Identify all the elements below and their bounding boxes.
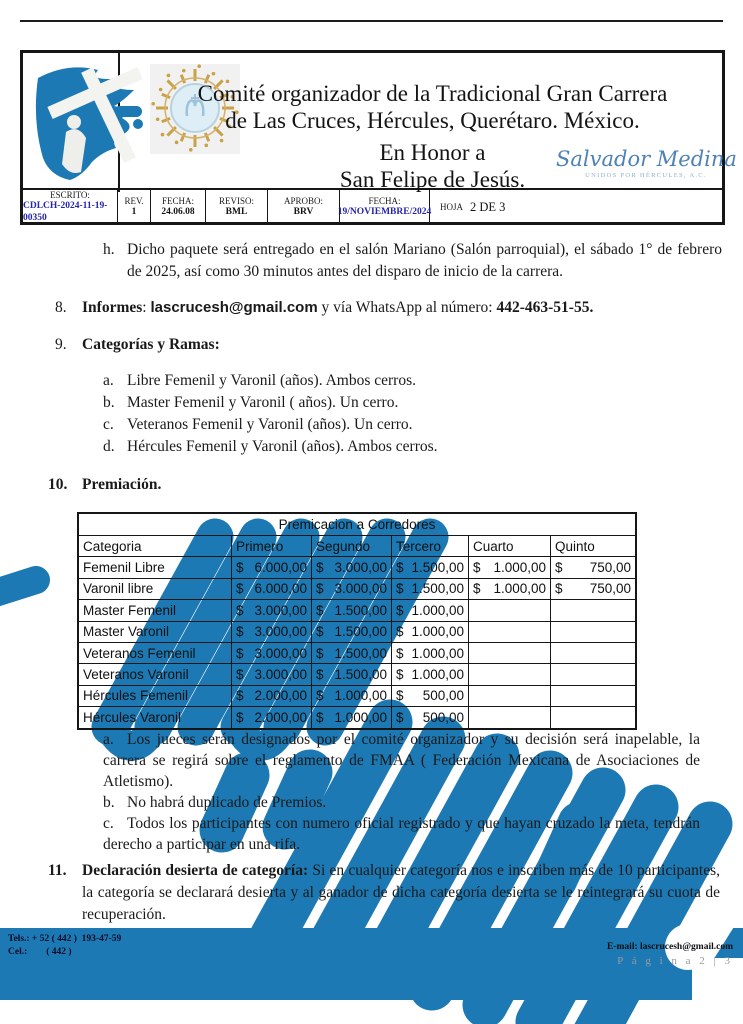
clause-11-marker: 11. [48,862,67,879]
currency-symbol: $ [316,709,324,725]
las-cruces-logo-icon [28,60,146,186]
note-item-marker: c. [103,815,114,832]
category-item-text: Libre Femenil y Varonil (años). Ambos cerros. [127,372,416,389]
informes-sep: : [142,299,151,316]
prize-table-row [79,643,635,664]
clause-10-marker: 10. [48,476,68,493]
clause-11-body: Si en cualquier categoría nos e inscriben más de 10 participantes, la categoría se declarará desierta y al ganador de dicha categoría desierta se le reintegrará su cuota de recuperación. [82,862,720,923]
meta-label: FECHA: [161,195,194,206]
amount-cell [551,600,635,621]
prize-table-row [79,579,635,600]
amount-cell [232,686,312,707]
prize-table-header-row [79,536,635,557]
amount-value: 6.000,00 [254,581,307,597]
note-item-text: Los jueces serán designados por el comité organizador y su decisión será inapelable, la carrera se regirá sobre el reglamento de FMAA ( Federación Mexicana de Asociaciones de Atletismo). [103,731,700,790]
currency-symbol: $ [236,667,244,683]
currency-symbol: $ [396,645,404,661]
prize-table-row [79,686,635,707]
clause-9 [55,334,455,356]
prize-table-row [79,664,635,685]
categories-list [103,370,663,458]
note-item [103,813,700,855]
currency-symbol: $ [236,624,244,640]
amount-cell [392,557,469,578]
amount-value: 2.000,00 [254,688,307,704]
amount-cell [232,622,312,643]
amount-cell [392,622,469,643]
amount-value: 1.000,00 [334,709,387,725]
amount-value: 1.000,00 [411,624,464,640]
amount-cell [392,600,469,621]
footer-email: E-mail: lascrucesh@gmail.com [607,942,733,952]
category-cell: Veteranos Varonil [79,664,232,685]
amount-cell [551,579,635,600]
signature-name: Salvador Medina [556,147,737,171]
column-header: Categoria [79,536,232,557]
amount-cell [469,622,551,643]
clause-10 [48,474,348,496]
amount-value: 750,00 [589,581,631,597]
amount-value: 3.000,00 [254,624,307,640]
amount-value: 1.000,00 [493,560,546,576]
clause-11 [48,860,720,926]
category-item-text: Veteranos Femenil y Varonil (años). Un cerro. [127,416,413,433]
category-item [103,392,663,414]
amount-cell [392,664,469,685]
currency-symbol: $ [316,688,324,704]
prize-table-row [79,557,635,578]
note-item-marker: a. [103,731,114,748]
category-cell: Hércules Varonil [79,707,232,727]
amount-cell [312,557,392,578]
amount-value: 1.500,00 [334,624,387,640]
category-item-text: Hércules Femenil y Varonil (años). Ambos cerros. [127,438,438,455]
title-line-3: En Honor a [379,140,486,165]
amount-value: 6.000,00 [254,560,307,576]
amount-cell [312,622,392,643]
amount-value: 3.000,00 [254,645,307,661]
currency-symbol: $ [396,581,404,597]
column-header: Quinto [551,536,635,557]
column-header: Primero [232,536,312,557]
currency-symbol: $ [236,709,244,725]
amount-cell [551,686,635,707]
clause-h-marker: h. [103,241,115,258]
signature-subtitle: UNIDOS POR HÉRCULES, A.C. [585,172,707,179]
amount-cell [469,707,551,727]
note-item [103,729,700,792]
prize-table-row [79,600,635,621]
category-item-marker: c. [103,416,114,433]
amount-cell [232,600,312,621]
meta-cell-0 [23,190,118,225]
currency-symbol: $ [396,560,404,576]
note-item-text: No habrá duplicado de Premios. [127,794,327,811]
currency-symbol: $ [316,667,324,683]
meta-value: 2 DE 3 [470,199,506,214]
amount-value: 3.000,00 [254,602,307,618]
prize-table-title: Premicacion a Corredores [79,514,635,536]
meta-cell-3 [206,190,268,225]
amount-cell [232,707,312,727]
footer-page-number: P á g i n a 2 | 3 [617,955,733,967]
amount-cell [392,643,469,664]
currency-symbol: $ [473,581,481,597]
meta-label: ESCRITO: [50,190,90,200]
amount-value: 1.000,00 [493,581,546,597]
category-item-marker: d. [103,438,115,455]
top-rule [20,20,723,22]
meta-value: BRV [293,207,314,218]
amount-cell [551,643,635,664]
amount-cell [469,686,551,707]
meta-label: REVISO: [218,195,254,206]
meta-label: APROBO: [283,195,323,206]
currency-symbol: $ [396,709,404,725]
amount-cell [232,643,312,664]
amount-cell [469,643,551,664]
amount-value: 1.500,00 [411,560,464,576]
clause-8-marker: 8. [55,299,67,316]
clause-11-text [82,860,720,926]
currency-symbol: $ [396,688,404,704]
contact-phone: 442-463-51-55. [496,299,594,316]
currency-symbol: $ [396,602,404,618]
amount-value: 1.000,00 [411,667,464,683]
currency-symbol: $ [236,688,244,704]
amount-value: 1.500,00 [334,645,387,661]
meta-cell-5 [337,190,432,225]
amount-value: 1.000,00 [411,645,464,661]
title-line-4: San Felipe de Jesús. [339,167,526,192]
meta-label: REV. [124,195,144,206]
footer-cel: Cel.: ( 442 ) [8,947,72,957]
whatsapp-text: y vía WhatsApp al número: [317,299,497,316]
amount-value: 1.000,00 [411,602,464,618]
amount-cell [469,600,551,621]
currency-symbol: $ [316,560,324,576]
clause-h [100,239,722,283]
column-header: Tercero [392,536,469,557]
category-item [103,370,663,392]
clause-9-title: Categorías y Ramas: [82,336,220,353]
prize-table-row [79,707,635,727]
category-item-marker: b. [103,394,115,411]
footer-phones [8,933,121,959]
amount-value: 3.000,00 [334,581,387,597]
amount-cell [232,579,312,600]
currency-symbol: $ [555,560,563,576]
clause-8-text [82,297,715,319]
amount-value: 1.500,00 [411,581,464,597]
footer [0,928,743,1000]
amount-cell [551,664,635,685]
amount-cell [551,707,635,727]
currency-symbol: $ [236,645,244,661]
amount-cell [392,707,469,727]
meta-value: 1 [131,207,137,218]
currency-symbol: $ [236,581,244,597]
meta-value: CDLCH-2024-11-19-00350 [23,201,108,224]
footer-tels: Tels.: + 52 ( 442 ) 193-47-59 [8,934,122,944]
currency-symbol: $ [473,560,481,576]
clause-9-marker: 9. [55,336,67,353]
amount-value: 750,00 [589,560,631,576]
category-item-marker: a. [103,372,114,389]
category-cell: Varonil libre [79,579,232,600]
amount-value: 500,00 [422,688,464,704]
clause-8 [55,297,715,319]
currency-symbol: $ [396,667,404,683]
clause-11-title: Declaración desierta de categoría: [82,862,309,879]
category-item [103,414,663,436]
category-item [103,436,663,458]
currency-symbol: $ [316,581,324,597]
clause-10-title: Premiación. [82,476,162,493]
amount-cell [232,557,312,578]
amount-cell [312,707,392,727]
amount-cell [312,686,392,707]
title-line-1: Comité organizador de la Tradicional Gran Carrera [197,81,668,106]
informes-label: Informes [82,299,143,316]
amount-value: 1.500,00 [334,602,387,618]
title-line-2: de Las Cruces, Hércules, Querétaro. México. [225,108,640,133]
meta-value: 19/NOVIEMBRE/2024 [337,207,432,218]
category-cell: Hércules Femenil [79,686,232,707]
category-cell: Veteranos Femenil [79,643,232,664]
meta-label: FECHA: [368,195,401,206]
amount-cell [392,686,469,707]
category-cell: Master Varonil [79,622,232,643]
meta-cell-2 [151,190,206,225]
column-header: Cuarto [469,536,551,557]
currency-symbol: $ [236,560,244,576]
amount-cell [312,643,392,664]
note-item-marker: b. [103,794,115,811]
amount-cell [312,600,392,621]
prize-table [77,512,637,730]
column-header: Segundo [312,536,392,557]
currency-symbol: $ [316,624,324,640]
category-item-text: Master Femenil y Varonil ( años). Un cerro. [127,394,399,411]
amount-cell [312,664,392,685]
amount-cell [232,664,312,685]
currency-symbol: $ [316,645,324,661]
amount-cell [551,557,635,578]
notes-list [103,729,700,855]
amount-value: 1.500,00 [334,667,387,683]
amount-cell [469,664,551,685]
currency-symbol: $ [555,581,563,597]
amount-cell [551,622,635,643]
meta-value: BML [225,207,248,218]
amount-value: 1.000,00 [334,688,387,704]
prize-table-row [79,622,635,643]
currency-symbol: $ [396,624,404,640]
amount-cell [469,557,551,578]
signature-block [556,147,736,179]
meta-value: 24.06.08 [161,207,195,218]
amount-cell [469,579,551,600]
amount-value: 2.000,00 [254,709,307,725]
amount-value: 3.000,00 [254,667,307,683]
clause-h-text: Dicho paquete será entregado en el salón Mariano (Salón parroquial), el sábado 1° de febrero de 2025, así como 30 minutos antes del disparo de inicio de la carrera. [127,241,722,280]
meta-cell-1 [118,190,151,225]
contact-email: lascrucesh@gmail.com [150,299,318,316]
category-cell: Femenil Libre [79,557,232,578]
meta-cell-4 [268,190,340,225]
header-meta-row [23,188,722,222]
amount-cell [312,579,392,600]
meta-cell-6 [430,190,722,225]
amount-value: 500,00 [422,709,464,725]
meta-label: HOJA [440,201,464,212]
note-item [103,792,700,813]
amount-cell [392,579,469,600]
currency-symbol: $ [316,602,324,618]
amount-value: 3.000,00 [334,560,387,576]
currency-symbol: $ [236,602,244,618]
category-cell: Master Femenil [79,600,232,621]
note-item-text: Todos los participantes con numero oficial registrado y que hayan cruzado la meta, tendrán derecho a participar en una rifa. [103,815,700,853]
